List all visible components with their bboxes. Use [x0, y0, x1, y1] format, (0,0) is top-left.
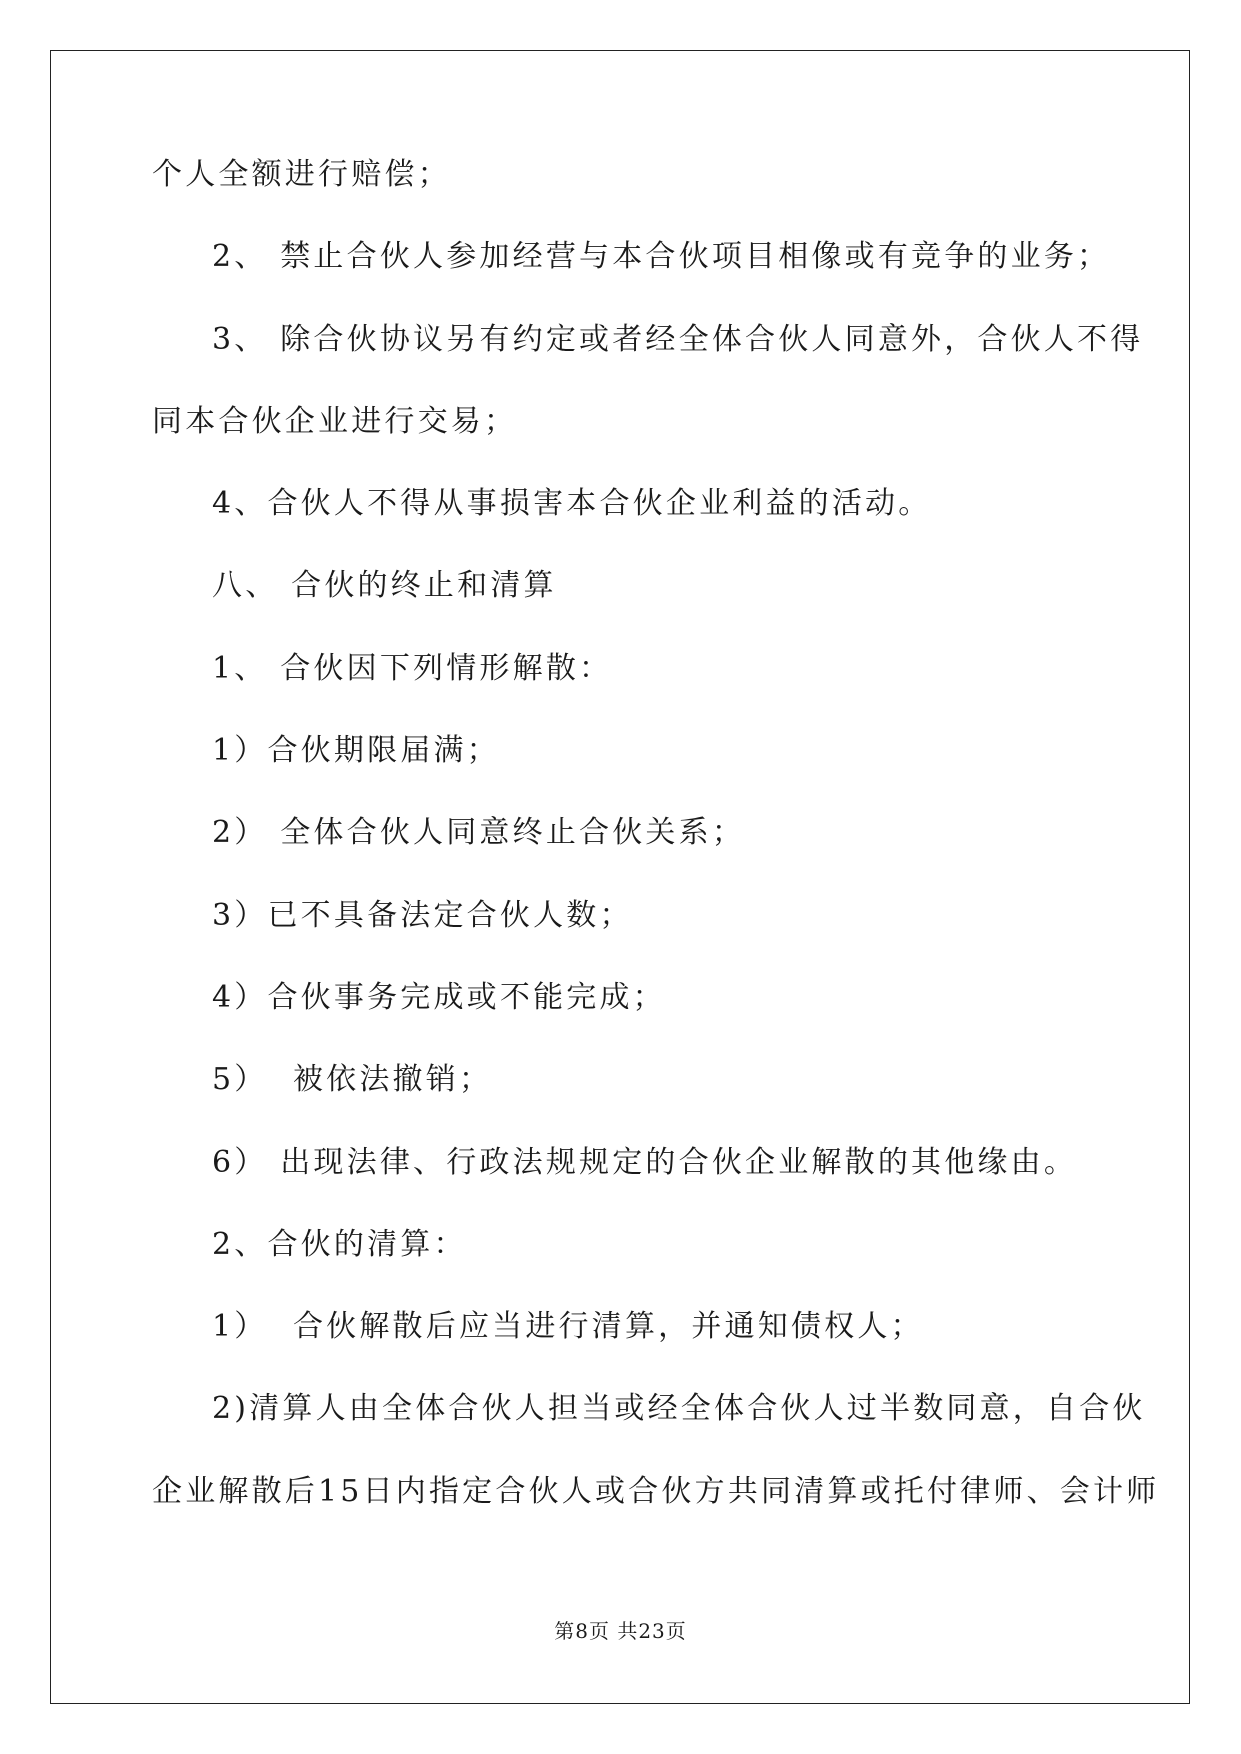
text-line: 企业解散后15日内指定合伙人或合伙方共同清算或托付律师、会计师	[152, 1473, 1160, 1509]
text-line: 3、 除合伙协议另有约定或者经全体合伙人同意外，合伙人不得	[212, 321, 1144, 357]
list-item: 6） 出现法律、行政法规规定的合伙企业解散的其他缘由。	[212, 1144, 1078, 1180]
list-item: 4）合伙事务完成或不能完成；	[212, 979, 666, 1015]
list-item: 1）合伙期限届满；	[212, 733, 500, 769]
list-item: 3）已不具备法定合伙人数；	[212, 897, 633, 933]
text-line: 2、合伙的清算：	[212, 1226, 467, 1262]
text-line: 2、 禁止合伙人参加经营与本合伙项目相像或有竞争的业务；	[212, 239, 1111, 275]
list-item: 1） 合伙解散后应当进行清算，并通知债权人；	[212, 1309, 924, 1345]
document-body	[152, 157, 1160, 1559]
text-line: 4、合伙人不得从事损害本合伙企业利益的活动。	[212, 486, 932, 522]
list-item: 2） 全体合伙人同意终止合伙关系；	[212, 815, 746, 851]
text-line: 个人全额进行赔偿；	[152, 157, 451, 192]
page-number-footer: 第8页 共23页	[554, 1619, 687, 1643]
list-item: 2)清算人由全体合伙人担当或经全体合伙人过半数同意，自合伙	[212, 1391, 1146, 1427]
list-item: 5） 被依法撤销；	[212, 1062, 493, 1098]
text-line: 同本合伙企业进行交易；	[152, 403, 518, 439]
section-heading: 八、 合伙的终止和清算	[212, 568, 557, 604]
text-line: 1、 合伙因下列情形解散：	[212, 650, 613, 686]
